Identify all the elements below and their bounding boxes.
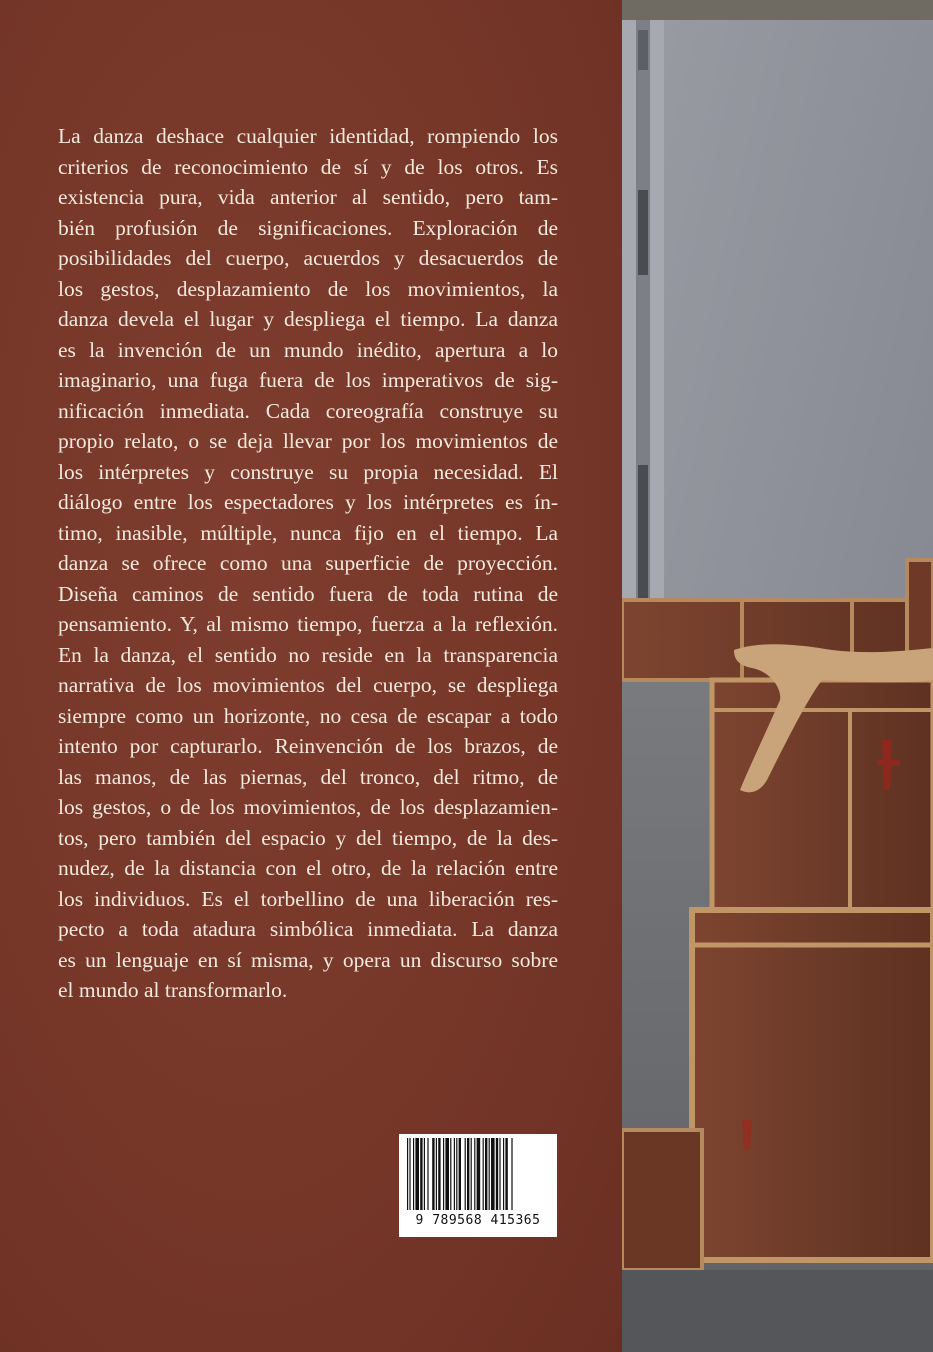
- blurb-line: En la danza, el sentido no reside en la transparencia: [58, 642, 558, 667]
- cover-photo: [622, 0, 933, 1352]
- blurb-line: nudez, de la distancia con el otro, de la relación entre: [58, 856, 558, 880]
- blurb-line: timo, inasible, múltiple, nunca fijo en el tiempo. La: [58, 520, 558, 545]
- blurb-line: los individuos. Es el torbellino de una liberación res-: [58, 886, 558, 911]
- blurb-line: siempre como un horizonte, no cesa de escapar a todo: [58, 703, 558, 728]
- blurb-line: intento por capturarlo. Reinvención de los brazos, de: [58, 734, 558, 758]
- crate-middle: [712, 680, 933, 910]
- back-cover-blurb: [58, 121, 558, 1006]
- blurb-line: existencia pura, vida anterior al sentido, pero tam-: [58, 185, 558, 209]
- blurb-line: imaginario, una fuga fuera de los imperativos de sig-: [58, 368, 558, 392]
- isbn-number: 9 789568 415365: [415, 1213, 541, 1228]
- blurb-line: es la invención de un mundo inédito, apertura a lo: [58, 337, 558, 362]
- blurb-line: posibilidades del cuerpo, acuerdos y desacuerdos de: [58, 246, 558, 270]
- blurb-line: danza se ofrece como una superficie de proyección.: [58, 551, 558, 575]
- blurb-line: pensamiento. Y, al mismo tiempo, fuerza a la reflexión.: [58, 612, 558, 636]
- blurb-line: el mundo al transformarlo.: [58, 978, 288, 1002]
- blurb-line: pecto a toda atadura simbólica inmediata. La danza: [58, 917, 558, 941]
- blurb-line: nificación inmediata. Cada coreografía construye su: [58, 398, 558, 423]
- barcode-bars: [405, 1138, 551, 1214]
- blurb-line: narrativa de los movimientos del cuerpo, se despliega: [58, 673, 558, 697]
- blurb-line: propio relato, o se deja llevar por los movimientos de: [58, 429, 558, 453]
- blurb-line: diálogo entre los espectadores y los intérpretes es ín-: [58, 490, 558, 514]
- blurb-line: La danza deshace cualquier identidad, rompiendo los: [58, 124, 558, 148]
- blurb-line: los gestos, o de los movimientos, de los desplazamien-: [58, 795, 558, 819]
- blurb-line: Diseña caminos de sentido fuera de toda rutina de: [58, 581, 558, 606]
- blurb-line: danza devela el lugar y despliega el tiempo. La danza: [58, 307, 558, 331]
- barcode: [399, 1134, 557, 1237]
- blurb-line: criterios de reconocimiento de sí y de los otros. Es: [58, 154, 558, 179]
- blurb-line: los intérpretes y construye su propia necesidad. El: [58, 459, 558, 484]
- blurb-line: los gestos, desplazamiento de los movimientos, la: [58, 276, 558, 301]
- blurb-line: las manos, de las piernas, del tronco, del ritmo, de: [58, 764, 558, 789]
- blurb-line: tos, pero también del espacio y del tiempo, de la des-: [58, 825, 558, 850]
- blurb-line: es un lenguaje en sí misma, y opera un discurso sobre: [58, 947, 558, 972]
- blurb-line: bién profusión de significaciones. Exploración de: [58, 215, 558, 240]
- crate-front: [692, 910, 933, 1260]
